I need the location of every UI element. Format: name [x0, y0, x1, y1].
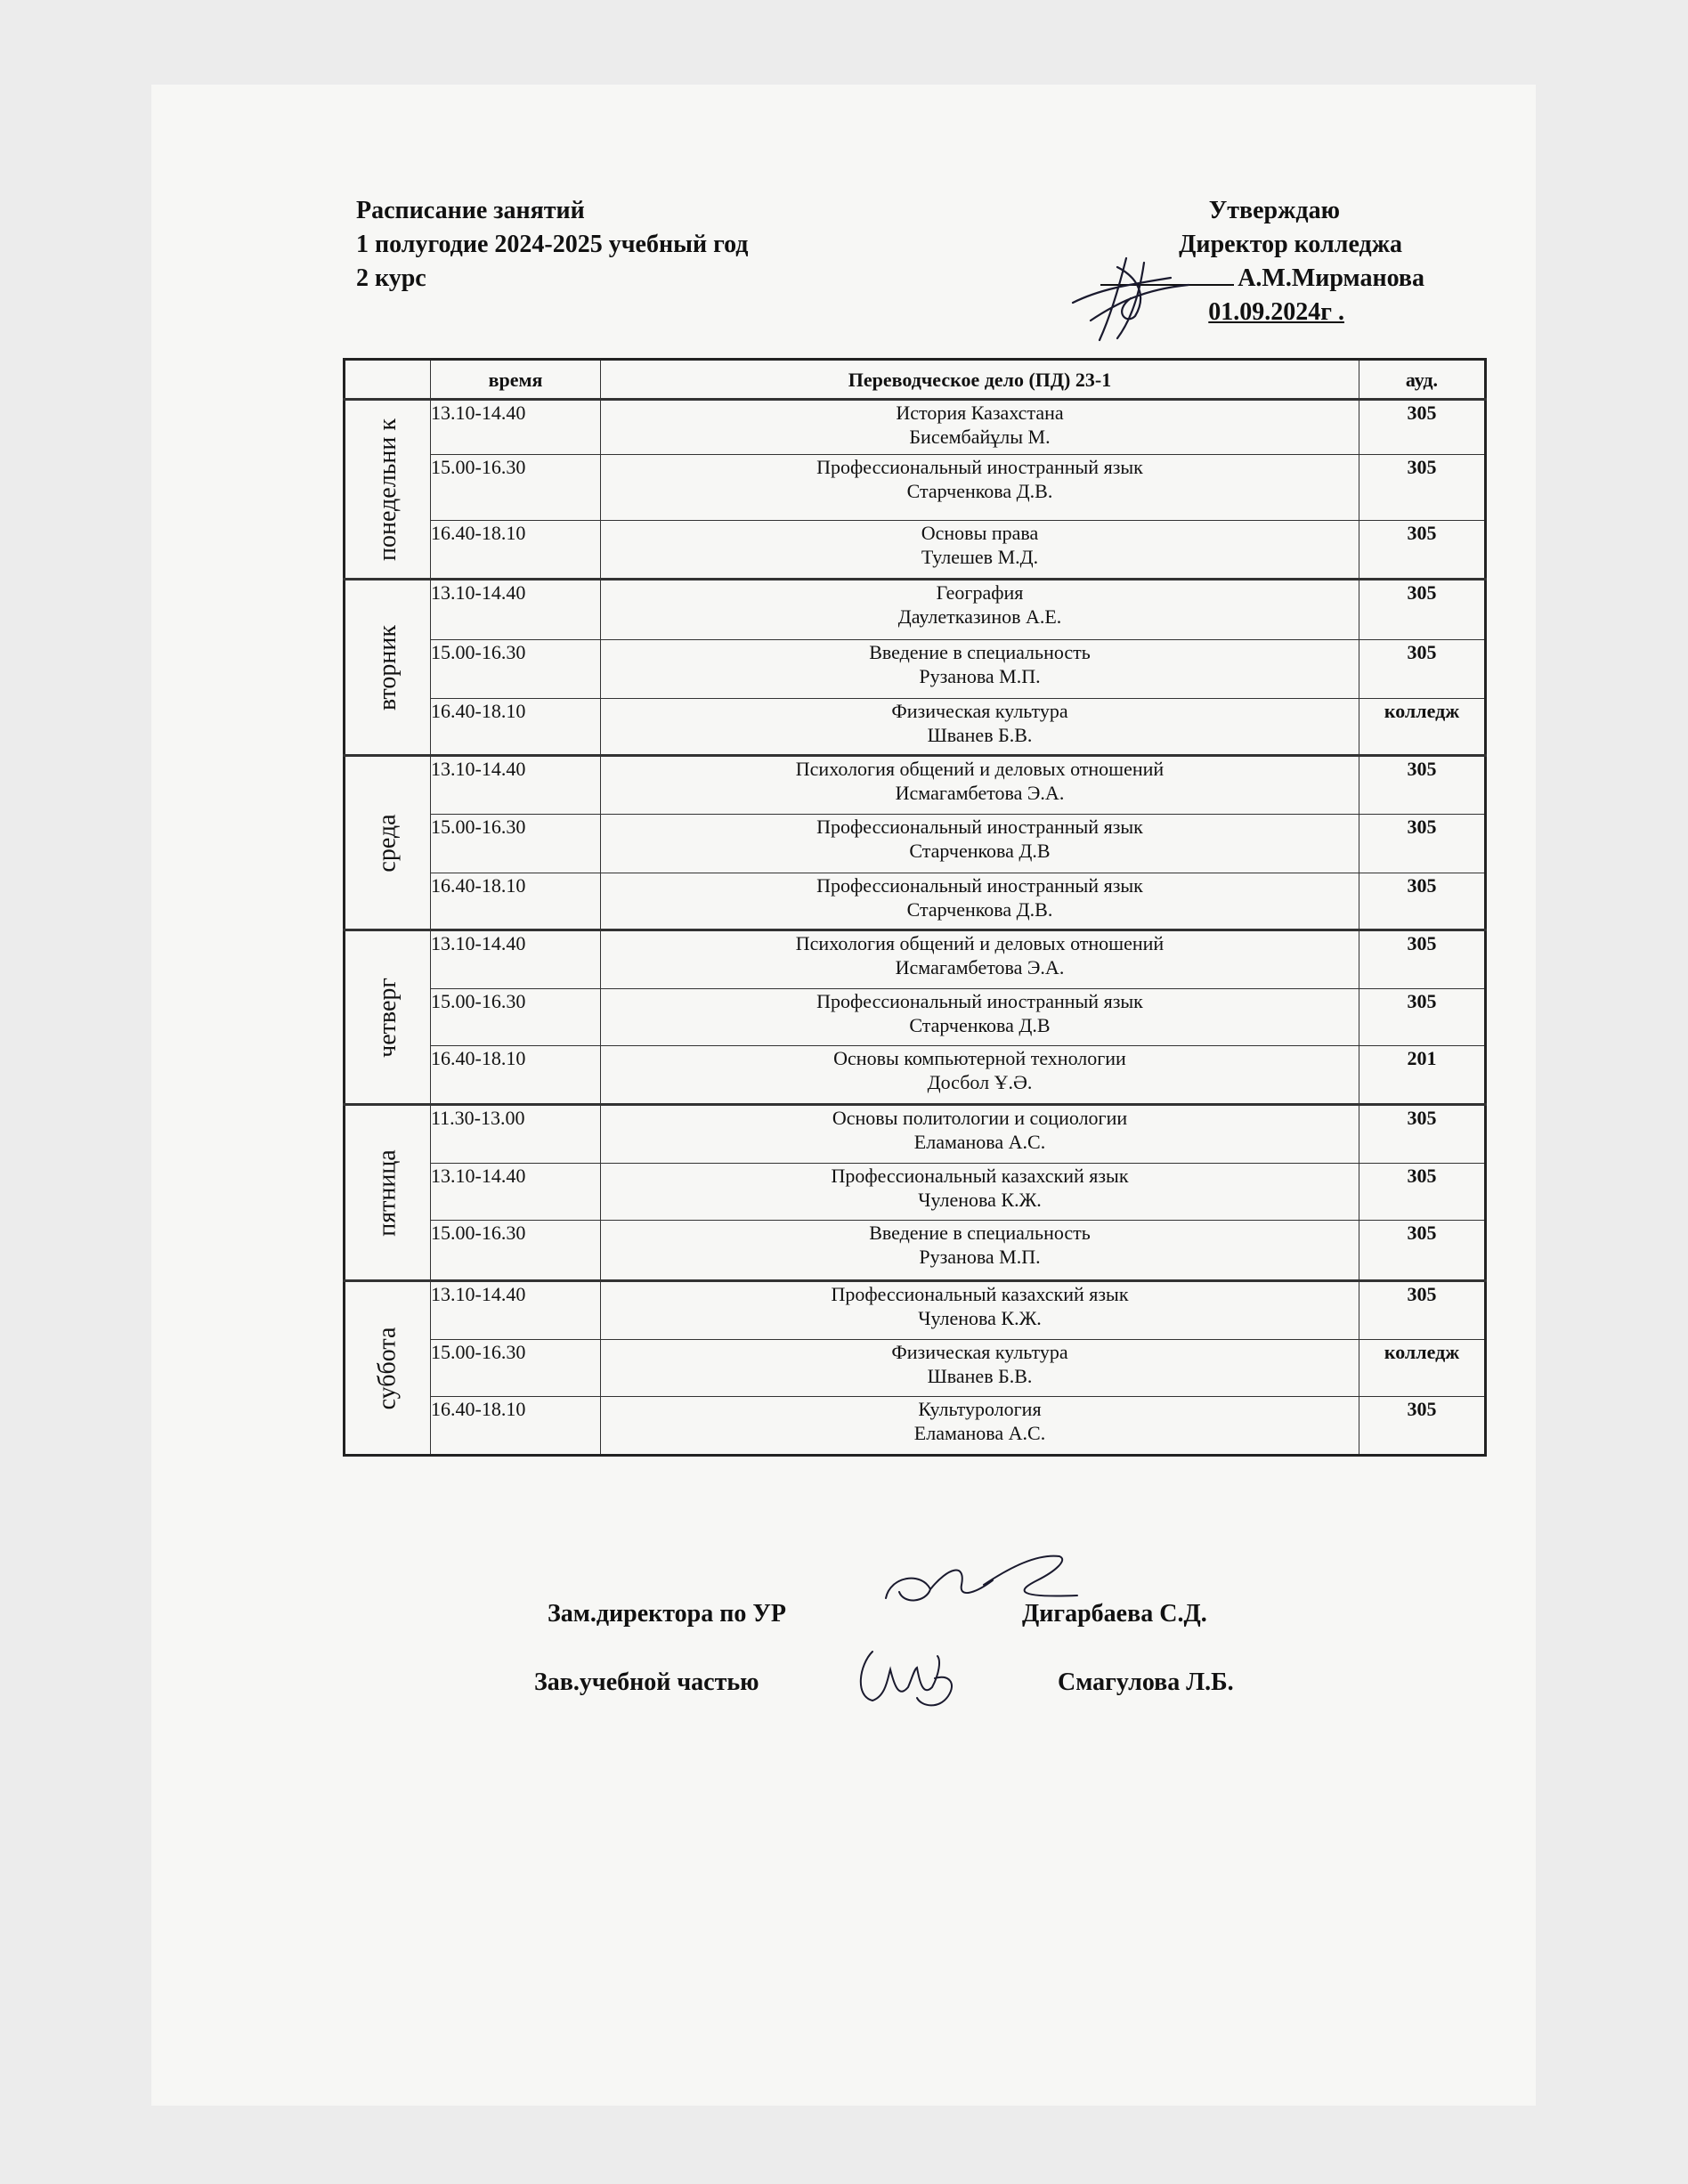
lesson-subject: Введение в специальность: [869, 641, 1091, 663]
lesson-teacher: Старченкова Д.В: [909, 840, 1051, 862]
table-row: [345, 580, 1486, 640]
day-label: суббота: [373, 1327, 402, 1409]
lesson-cell: [601, 1281, 1359, 1340]
lesson-cell: [601, 699, 1359, 756]
lesson-teacher: Рузанова М.П.: [919, 665, 1041, 687]
header-room: ауд.: [1359, 360, 1486, 400]
day-cell: [345, 1281, 431, 1456]
table-row: [345, 1105, 1486, 1164]
lesson-cell: [601, 756, 1359, 815]
lesson-cell: [601, 1397, 1359, 1456]
lesson-cell: [601, 815, 1359, 873]
table-row: [345, 1046, 1486, 1105]
lesson-subject: Психология общений и деловых отношений: [795, 932, 1165, 954]
lesson-teacher: Исмагамбетова Э.А.: [895, 956, 1065, 978]
day-cell: [345, 580, 431, 756]
lesson-teacher: Чуленова К.Ж.: [918, 1189, 1042, 1211]
lesson-room: 201: [1359, 1046, 1486, 1105]
lesson-time: 15.00-16.30: [431, 1340, 601, 1397]
deputy-name: Дигарбаева С.Д.: [1022, 1600, 1207, 1628]
table-row: [345, 699, 1486, 756]
lesson-subject: Профессиональный иностранный язык: [816, 874, 1143, 897]
lesson-time: 15.00-16.30: [431, 455, 601, 521]
header-day-cell: [345, 360, 431, 400]
day-cell: [345, 930, 431, 1105]
table-row: [345, 1281, 1486, 1340]
lesson-subject: Физическая культура: [891, 700, 1068, 722]
head-name: Смагулова Л.Б.: [1058, 1668, 1234, 1696]
lesson-time: 15.00-16.30: [431, 989, 601, 1046]
day-label-wrap: [345, 931, 430, 1103]
schedule-table: [343, 358, 1487, 1457]
lesson-time: 15.00-16.30: [431, 815, 601, 873]
lesson-time: 16.40-18.10: [431, 873, 601, 930]
lesson-teacher: Досбол Ұ.Ә.: [927, 1071, 1033, 1093]
lesson-room: 305: [1359, 989, 1486, 1046]
document-title: Расписание занятий: [356, 197, 585, 224]
lesson-time: 13.10-14.40: [431, 580, 601, 640]
lesson-time: 11.30-13.00: [431, 1105, 601, 1164]
day-cell: [345, 400, 431, 580]
day-label: четверг: [373, 977, 402, 1058]
lesson-subject: Профессиональный иностранный язык: [816, 990, 1143, 1012]
day-label-wrap: [345, 581, 430, 754]
head-label: Зав.учебной частью: [534, 1668, 759, 1696]
lesson-subject: Введение в специальность: [869, 1222, 1091, 1244]
lesson-room: 305: [1359, 455, 1486, 521]
lesson-time: 15.00-16.30: [431, 640, 601, 699]
lesson-subject: Основы компьютерной технологии: [833, 1047, 1126, 1069]
lesson-room: колледж: [1359, 699, 1486, 756]
approval-label: Утверждаю: [1208, 197, 1340, 224]
lesson-cell: [601, 640, 1359, 699]
lesson-subject: История Казахстана: [896, 402, 1064, 424]
table-row: [345, 1221, 1486, 1281]
lesson-cell: [601, 930, 1359, 989]
table-row: [345, 756, 1486, 815]
lesson-room: 305: [1359, 1164, 1486, 1221]
document-course: 2 курс: [356, 264, 426, 292]
lesson-subject: Психология общений и деловых отношений: [795, 758, 1165, 780]
lesson-subject: Профессиональный иностранный язык: [816, 816, 1143, 838]
header-time: время: [431, 360, 601, 400]
approval-date: 01.09.2024г .: [1208, 298, 1344, 326]
day-label-wrap: [345, 1106, 430, 1279]
table-row: [345, 400, 1486, 455]
lesson-teacher: Шванев Б.В.: [927, 724, 1033, 746]
table-row: [345, 930, 1486, 989]
lesson-teacher: Чуленова К.Ж.: [918, 1307, 1042, 1329]
lesson-time: 16.40-18.10: [431, 699, 601, 756]
lesson-time: 13.10-14.40: [431, 930, 601, 989]
lesson-room: 305: [1359, 930, 1486, 989]
header-group: Переводческое дело (ПД) 23-1: [601, 360, 1359, 400]
table-row: [345, 1164, 1486, 1221]
lesson-room: 305: [1359, 1397, 1486, 1456]
schedule-body: [345, 400, 1486, 1456]
day-label: понедельни к: [373, 418, 402, 561]
lesson-cell: [601, 521, 1359, 580]
lesson-teacher: Даулетказинов А.Е.: [897, 605, 1062, 628]
day-label: вторник: [373, 624, 402, 710]
lesson-cell: [601, 1221, 1359, 1281]
table-row: [345, 1340, 1486, 1397]
lesson-room: 305: [1359, 640, 1486, 699]
lesson-teacher: Старченкова Д.В.: [906, 898, 1053, 921]
lesson-subject: Культурология: [918, 1398, 1042, 1420]
lesson-cell: [601, 873, 1359, 930]
day-cell: [345, 756, 431, 930]
lesson-subject: Физическая культура: [891, 1341, 1068, 1363]
lesson-time: 13.10-14.40: [431, 1164, 601, 1221]
day-label: среда: [373, 813, 402, 873]
lesson-cell: [601, 455, 1359, 521]
lesson-room: 305: [1359, 400, 1486, 455]
lesson-teacher: Еламанова А.С.: [913, 1422, 1046, 1444]
lesson-teacher: Рузанова М.П.: [919, 1246, 1041, 1268]
table-row: [345, 640, 1486, 699]
lesson-cell: [601, 1105, 1359, 1164]
lesson-room: 305: [1359, 1281, 1486, 1340]
lesson-teacher: Еламанова А.С.: [913, 1131, 1046, 1153]
lesson-cell: [601, 1046, 1359, 1105]
lesson-subject: Профессиональный казахский язык: [831, 1165, 1129, 1187]
lesson-teacher: Исмагамбетова Э.А.: [895, 782, 1065, 804]
lesson-room: 305: [1359, 1221, 1486, 1281]
lesson-room: 305: [1359, 521, 1486, 580]
lesson-time: 13.10-14.40: [431, 1281, 601, 1340]
table-row: [345, 455, 1486, 521]
lesson-teacher: Бисембайұлы М.: [909, 426, 1051, 448]
lesson-time: 16.40-18.10: [431, 521, 601, 580]
document-period: 1 полугодие 2024-2025 учебный год: [356, 231, 749, 258]
lesson-room: 305: [1359, 815, 1486, 873]
lesson-room: 305: [1359, 756, 1486, 815]
lesson-cell: [601, 989, 1359, 1046]
lesson-subject: Профессиональный казахский язык: [831, 1283, 1129, 1305]
table-row: [345, 989, 1486, 1046]
table-row: [345, 815, 1486, 873]
lesson-subject: Профессиональный иностранный язык: [816, 456, 1143, 478]
lesson-time: 13.10-14.40: [431, 400, 601, 455]
lesson-time: 15.00-16.30: [431, 1221, 601, 1281]
table-row: [345, 521, 1486, 580]
lesson-cell: [601, 400, 1359, 455]
lesson-cell: [601, 1164, 1359, 1221]
lesson-teacher: Старченкова Д.В: [909, 1014, 1051, 1036]
table-row: [345, 1397, 1486, 1456]
lesson-teacher: Тулешев М.Д.: [921, 546, 1039, 568]
table-row: [345, 873, 1486, 930]
lesson-cell: [601, 1340, 1359, 1397]
director-signature: [1064, 240, 1197, 347]
deputy-label: Зам.директора по УР: [548, 1600, 787, 1628]
document-header: [356, 194, 748, 296]
lesson-room: 305: [1359, 1105, 1486, 1164]
lesson-room: колледж: [1359, 1340, 1486, 1397]
day-label: пятница: [373, 1149, 402, 1237]
day-cell: [345, 1105, 431, 1281]
lesson-room: 305: [1359, 873, 1486, 930]
lesson-time: 16.40-18.10: [431, 1046, 601, 1105]
day-label-wrap: [345, 757, 430, 929]
day-label-wrap: [345, 401, 430, 578]
lesson-subject: Основы политологии и социологии: [832, 1107, 1128, 1129]
head-signature: [850, 1634, 984, 1714]
approval-position: Директор колледжа: [1179, 231, 1402, 258]
lesson-time: 16.40-18.10: [431, 1397, 601, 1456]
lesson-subject: Основы права: [921, 522, 1039, 544]
lesson-room: 305: [1359, 580, 1486, 640]
lesson-subject: География: [936, 581, 1024, 604]
lesson-cell: [601, 580, 1359, 640]
lesson-teacher: Шванев Б.В.: [927, 1365, 1033, 1387]
approval-name: А.М.Мирманова: [1238, 264, 1424, 292]
table-header-row: [345, 360, 1486, 400]
lesson-time: 13.10-14.40: [431, 756, 601, 815]
lesson-teacher: Старченкова Д.В.: [906, 480, 1053, 502]
day-label-wrap: [345, 1282, 430, 1454]
